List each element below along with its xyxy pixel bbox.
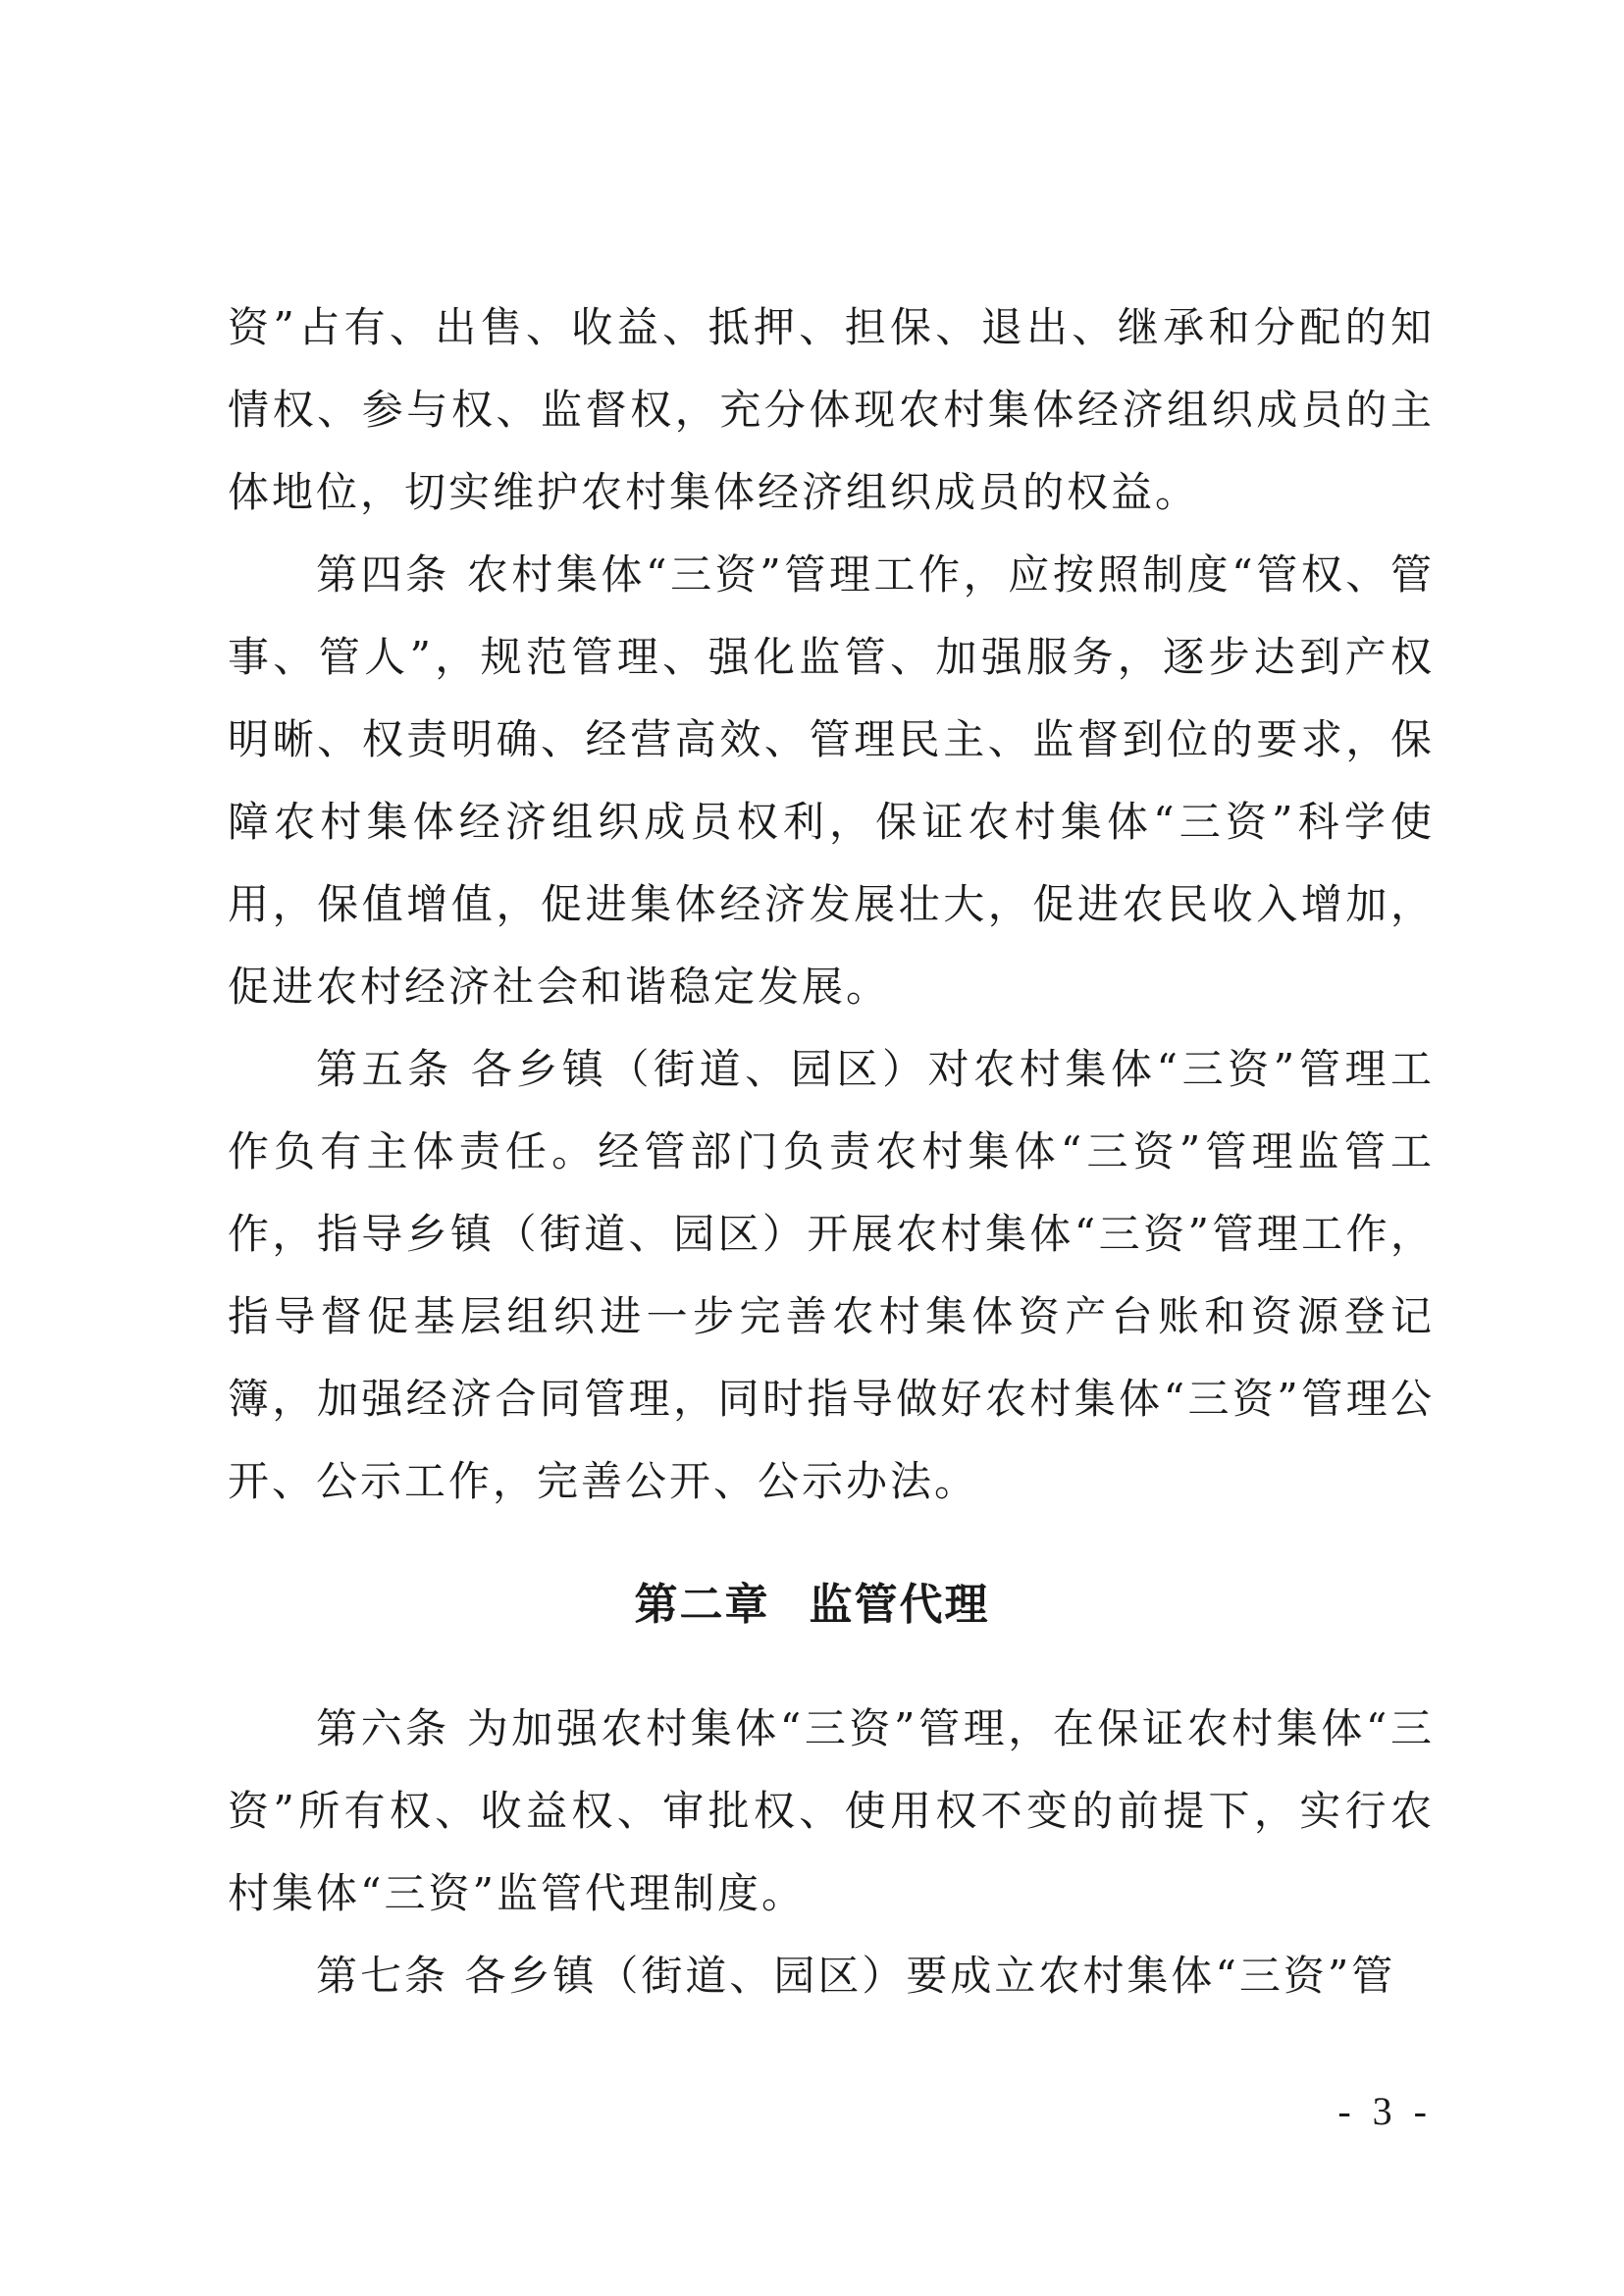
page-number: - 3 - — [1337, 2089, 1433, 2133]
paragraph-continuation: 资”占有、出售、收益、抵押、担保、退出、继承和分配的知情权、参与权、监督权，充分体现农村集体经济组织成员的主体地位，切实维护农村集体经济组织成员的权益。 — [228, 303, 1435, 516]
chapter-heading — [0, 1564, 1624, 1646]
chapter-number: 第二章 — [634, 1580, 770, 1630]
paragraph-article-7: 第七条 各乡镇（街道、园区）要成立农村集体“三资”管 — [316, 1952, 1396, 2000]
paragraph-article-5: 第五条 各乡镇（街道、园区）对农村集体“三资”管理工作负有主体责任。经管部门负责农村集体“三资”管理监管工作，指导乡镇（街道、园区）开展农村集体“三资”管理工作，指导督促基层组织进一步完善农村集体资产台账和资源登记簿，加强经济合同管理，同时指导做好农村集体“三资”管理公开、公示工作，完善公开、公示办法。 — [228, 1045, 1435, 1505]
paragraph-article-6: 第六条 为加强农村集体“三资”管理，在保证农村集体“三资”所有权、收益权、审批权、使用权不变的前提下，实行农村集体“三资”监管代理制度。 — [228, 1704, 1435, 1917]
chapter-title: 监管代理 — [809, 1580, 990, 1630]
paragraph-article-4: 第四条 农村集体“三资”管理工作，应按照制度“管权、管事、管人”，规范管理、强化监管、加强服务，逐步达到产权明晰、权责明确、经营高效、管理民主、监督到位的要求，保障农村集体经济组织成员权利，保证农村集体“三资”科学使用，保值增值，促进集体经济发展壮大，促进农民收入增加，促进农村经济社会和谐稳定发展。 — [228, 550, 1435, 1011]
